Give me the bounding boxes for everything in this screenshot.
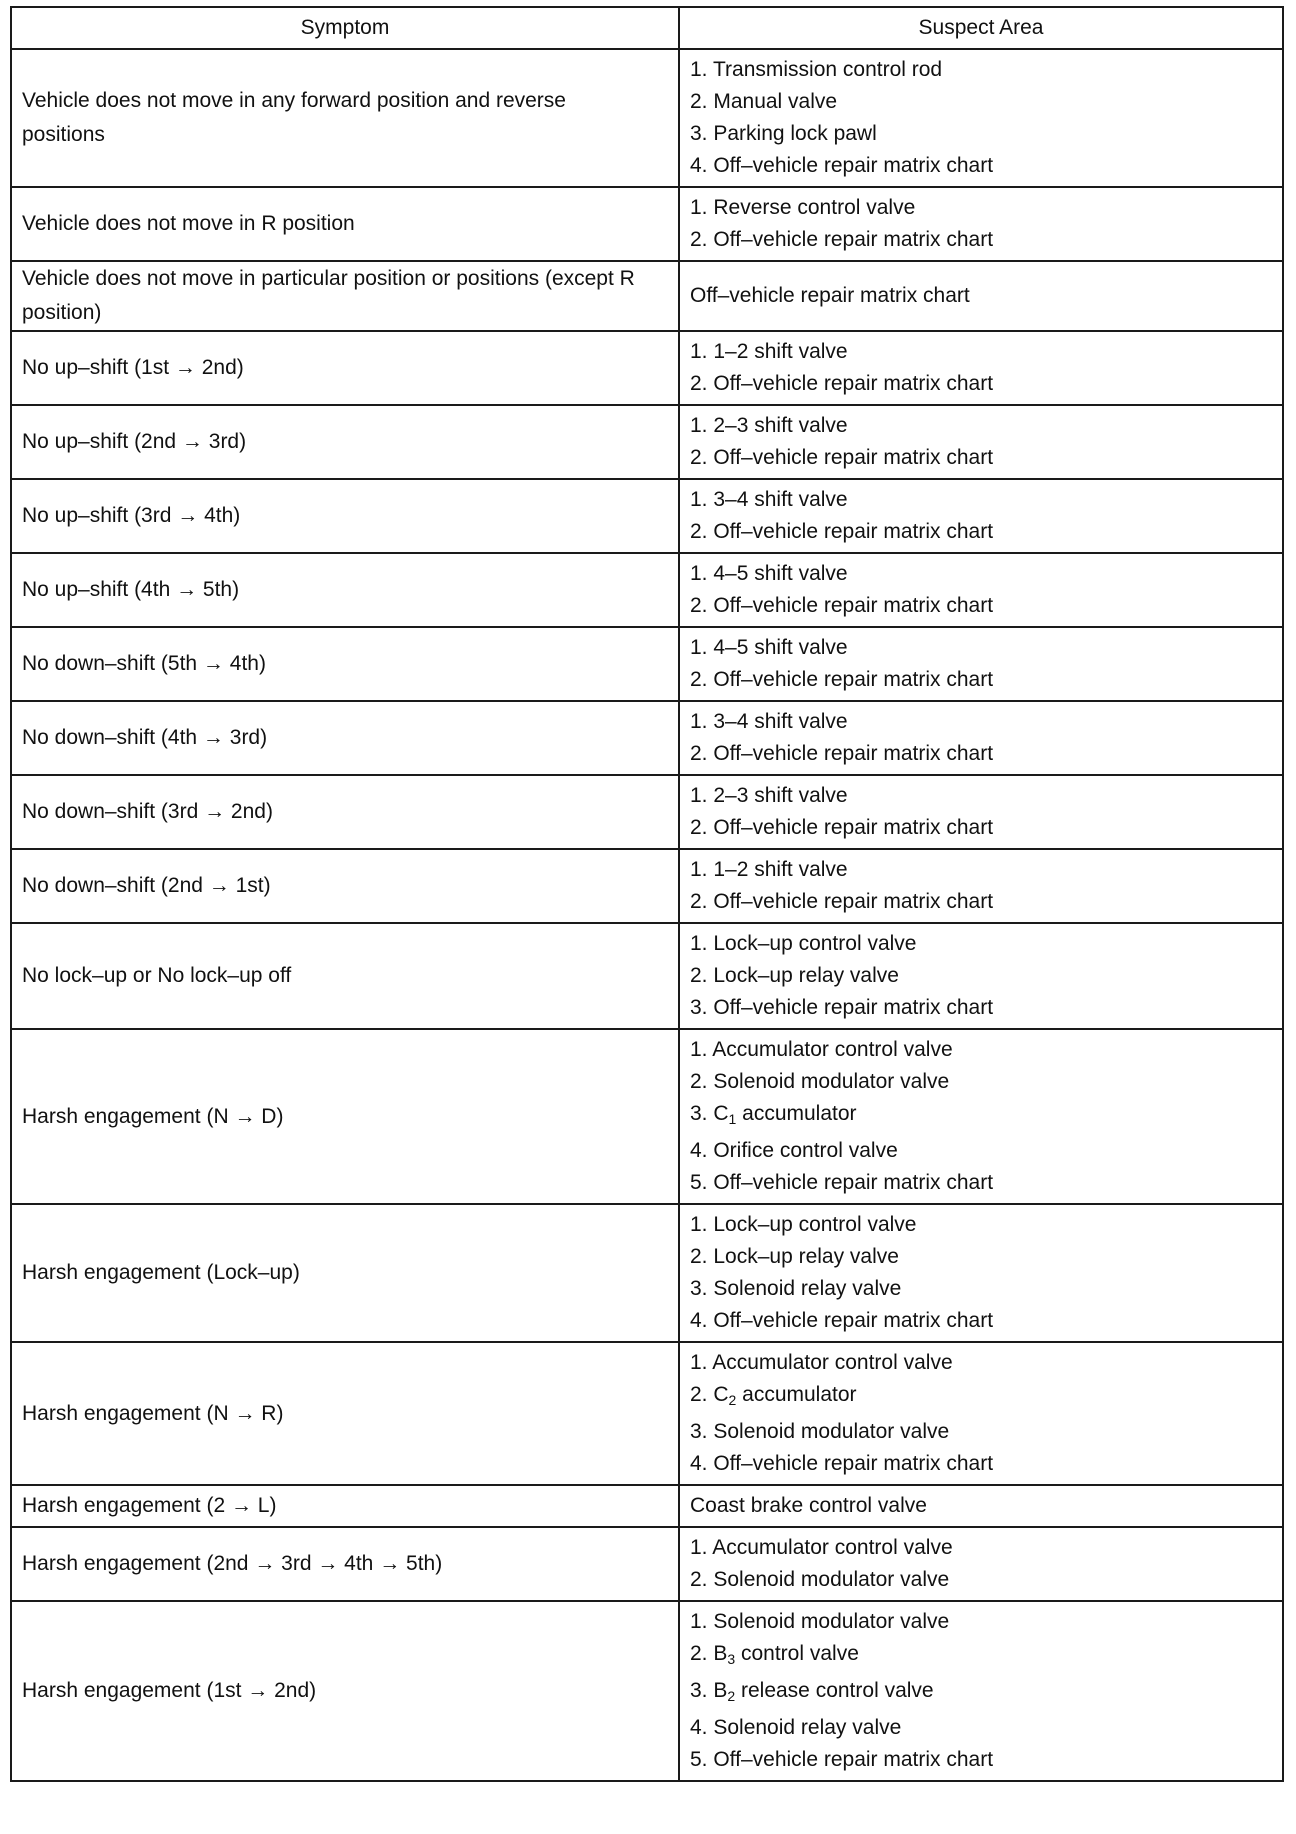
suspect-area-cell [679, 49, 1283, 187]
table-header-row [11, 7, 1283, 49]
symptom-cell: No down–shift (3rd → 2nd) [11, 775, 679, 849]
suspect-area-item: 3. Solenoid relay valve [690, 1277, 902, 1300]
suspect-area-cell [679, 331, 1283, 405]
suspect-area-item: 1. Accumulator control valve [690, 1536, 953, 1559]
suspect-area-item: 3. $C_1$ accumulator [690, 1102, 857, 1127]
suspect-area-item: 2. Off–vehicle repair matrix chart [690, 890, 994, 913]
suspect-area-item: 1. 3–4 shift valve [690, 710, 848, 733]
suspect-area-item: 4. Off–vehicle repair matrix chart [690, 154, 994, 177]
suspect-area-cell [679, 479, 1283, 553]
suspect-area-item: 4. Solenoid relay valve [690, 1716, 902, 1739]
symptom-cell: No up–shift (1st → 2nd) [11, 331, 679, 405]
suspect-area-cell [679, 627, 1283, 701]
table-row [11, 1601, 1283, 1781]
suspect-area-cell [679, 1029, 1283, 1204]
suspect-area-item: 4. Orifice control valve [690, 1139, 898, 1162]
table-row [11, 49, 1283, 187]
suspect-area-cell [679, 849, 1283, 923]
suspect-area-item: 4. Off–vehicle repair matrix chart [690, 1452, 994, 1475]
suspect-area-item: 1. 4–5 shift valve [690, 636, 848, 659]
suspect-area-cell [679, 775, 1283, 849]
symptom-cell: Vehicle does not move in particular position or positions (except R position) [11, 261, 679, 331]
suspect-area-item: 2. Off–vehicle repair matrix chart [690, 446, 994, 469]
table-row [11, 553, 1283, 627]
subscript: 3 [727, 1651, 736, 1667]
subscript: 1 [728, 1111, 737, 1127]
symptom-cell: No down–shift (5th → 4th) [11, 627, 679, 701]
suspect-area-item: 3. Parking lock pawl [690, 122, 877, 145]
document-page [10, 6, 1282, 1782]
suspect-area-cell [679, 923, 1283, 1029]
symptom-cell: Vehicle does not move in any forward position and reverse positions [11, 49, 679, 187]
suspect-area-cell [679, 1601, 1283, 1781]
suspect-area-item: 1. Accumulator control valve [690, 1351, 953, 1374]
suspect-area-item: 3. Off–vehicle repair matrix chart [690, 996, 994, 1019]
suspect-area-item: 5. Off–vehicle repair matrix chart [690, 1748, 994, 1771]
suspect-area-item: 2. Solenoid modulator valve [690, 1070, 950, 1093]
symptom-column-header: Symptom [11, 7, 679, 49]
suspect-area-item: Coast brake control valve [690, 1494, 927, 1517]
suspect-area-item: 1. 2–3 shift valve [690, 414, 848, 437]
suspect-area-item: 1. 1–2 shift valve [690, 858, 848, 881]
suspect-area-item: 2. Lock–up relay valve [690, 964, 899, 987]
table-body [11, 49, 1283, 1781]
table-row [11, 187, 1283, 261]
suspect-area-item: 2. Off–vehicle repair matrix chart [690, 816, 994, 839]
suspect-area-item: 2. Off–vehicle repair matrix chart [690, 668, 994, 691]
suspect-area-cell [679, 1342, 1283, 1485]
suspect-area-cell [679, 553, 1283, 627]
suspect-area-item: 1. Solenoid modulator valve [690, 1610, 950, 1633]
suspect-area-item: 2. Off–vehicle repair matrix chart [690, 372, 994, 395]
symptom-cell: No up–shift (2nd → 3rd) [11, 405, 679, 479]
suspect-area-column-header: Suspect Area [679, 7, 1283, 49]
symptom-cell: Harsh engagement (2nd → 3rd → 4th → 5th) [11, 1527, 679, 1601]
suspect-area-cell [679, 1527, 1283, 1601]
suspect-area-cell [679, 1204, 1283, 1342]
suspect-area-cell [679, 701, 1283, 775]
symptom-cell: Harsh engagement (1st → 2nd) [11, 1601, 679, 1781]
suspect-area-cell [679, 1485, 1283, 1527]
symptom-cell: Harsh engagement (N → R) [11, 1342, 679, 1485]
suspect-area-item: 2. Manual valve [690, 90, 838, 113]
suspect-area-item: 5. Off–vehicle repair matrix chart [690, 1171, 994, 1194]
suspect-area-item: 2. Off–vehicle repair matrix chart [690, 594, 994, 617]
table-row [11, 1204, 1283, 1342]
symptom-cell: No up–shift (4th → 5th) [11, 553, 679, 627]
suspect-area-item: 1. Lock–up control valve [690, 1213, 917, 1236]
table-row [11, 261, 1283, 331]
suspect-area-item: 4. Off–vehicle repair matrix chart [690, 1309, 994, 1332]
table-row [11, 1527, 1283, 1601]
suspect-area-item: 2. $C_2$ accumulator [690, 1383, 857, 1408]
suspect-area-item: Off–vehicle repair matrix chart [690, 284, 970, 307]
table-row [11, 331, 1283, 405]
suspect-area-item: 2. Solenoid modulator valve [690, 1568, 950, 1591]
table-row [11, 1485, 1283, 1527]
symptom-cell: Harsh engagement (2 → L) [11, 1485, 679, 1527]
symptom-cell: No lock–up or No lock–up off [11, 923, 679, 1029]
symptom-cell: No down–shift (4th → 3rd) [11, 701, 679, 775]
table-row [11, 1342, 1283, 1485]
symptom-cell: Harsh engagement (N → D) [11, 1029, 679, 1204]
symptom-cell: No down–shift (2nd → 1st) [11, 849, 679, 923]
suspect-area-item: 1. Reverse control valve [690, 196, 916, 219]
suspect-area-item: 2. Off–vehicle repair matrix chart [690, 742, 994, 765]
table-row [11, 775, 1283, 849]
symptom-cell: Vehicle does not move in R position [11, 187, 679, 261]
table-row [11, 627, 1283, 701]
subscript: 2 [727, 1688, 736, 1704]
suspect-area-cell [679, 405, 1283, 479]
suspect-area-item: 2. Off–vehicle repair matrix chart [690, 520, 994, 543]
table-row [11, 849, 1283, 923]
suspect-area-item: 1. Transmission control rod [690, 58, 943, 81]
suspect-area-cell [679, 261, 1283, 331]
symptom-cell: No up–shift (3rd → 4th) [11, 479, 679, 553]
suspect-area-cell [679, 187, 1283, 261]
suspect-area-item: 1. Accumulator control valve [690, 1038, 953, 1061]
table-row [11, 923, 1283, 1029]
suspect-area-item: 2. Off–vehicle repair matrix chart [690, 228, 994, 251]
symptom-cell: Harsh engagement (Lock–up) [11, 1204, 679, 1342]
suspect-area-item: 3. Solenoid modulator valve [690, 1420, 950, 1443]
table-row [11, 1029, 1283, 1204]
table-row [11, 405, 1283, 479]
suspect-area-item: 2. $B_3$ control valve [690, 1642, 859, 1667]
suspect-area-item: 1. Lock–up control valve [690, 932, 917, 955]
suspect-area-item: 2. Lock–up relay valve [690, 1245, 899, 1268]
table-row [11, 479, 1283, 553]
suspect-area-item: 1. 2–3 shift valve [690, 784, 848, 807]
suspect-area-item: 3. $B_2$ release control valve [690, 1679, 934, 1704]
suspect-area-item: 1. 4–5 shift valve [690, 562, 848, 585]
suspect-area-item: 1. 3–4 shift valve [690, 488, 848, 511]
table-row [11, 701, 1283, 775]
symptom-table [10, 6, 1284, 1782]
subscript: 2 [728, 1392, 737, 1408]
suspect-area-item: 1. 1–2 shift valve [690, 340, 848, 363]
